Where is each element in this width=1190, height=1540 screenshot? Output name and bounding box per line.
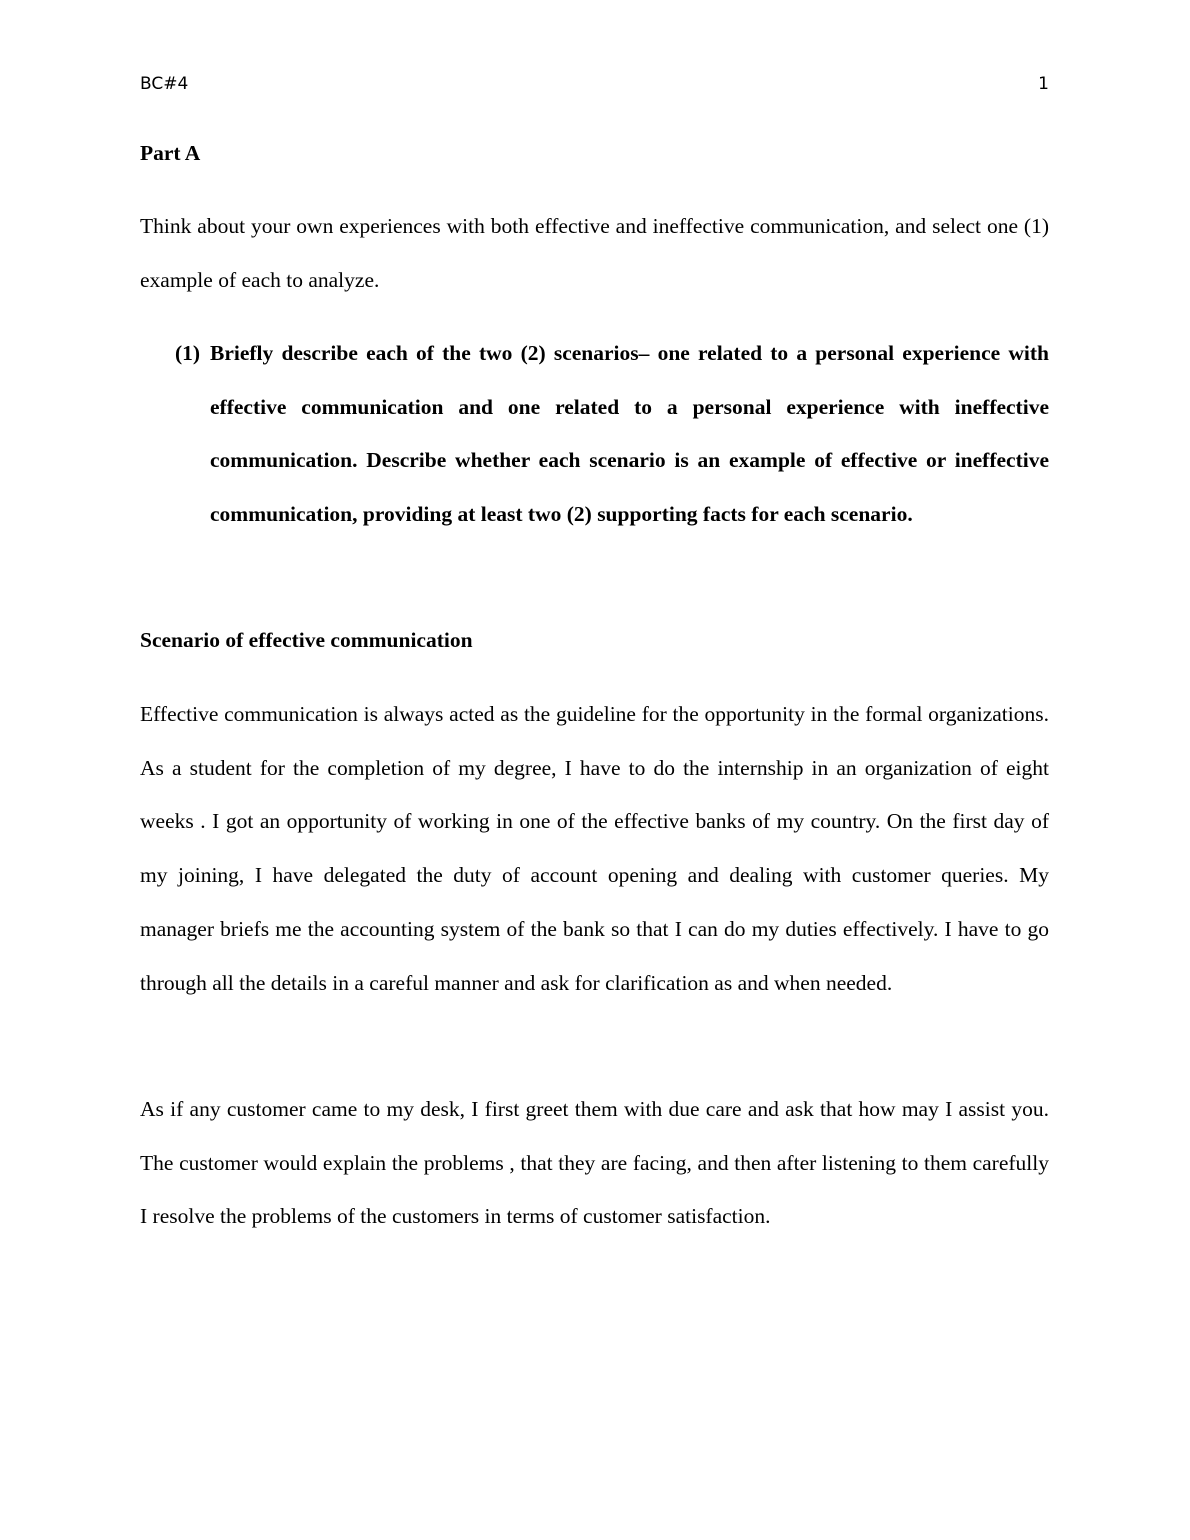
- question-text: Briefly describe each of the two (2) scenarios– one related to a personal experience with effective communication and one related to a personal experience with ineffective communication. Describe whether each scenario is an example of effective or ineffective communication, providing at least two (2) supporting facts for each scenario.: [210, 341, 1049, 527]
- running-header-title: BC#4: [140, 74, 189, 94]
- question-item: [175, 327, 1049, 542]
- part-heading: Part A: [140, 141, 201, 165]
- page-number: 1: [1038, 74, 1049, 94]
- intro-paragraph: Think about your own experiences with both effective and ineffective communication, and select one (1) example of each to analyze.: [140, 214, 1049, 292]
- question-number: (1): [175, 341, 201, 365]
- section-heading: Scenario of effective communication: [140, 628, 473, 652]
- body-paragraph-2: As if any customer came to my desk, I first greet them with due care and ask that how may I assist you. The customer would explain the problems , that they are facing, and then after listening to them carefully I resolve the problems of the customers in terms of customer satisfaction.: [140, 1097, 1049, 1229]
- body-paragraph-1: Effective communication is always acted as the guideline for the opportunity in the formal organizations. As a student for the completion of my degree, I have to do the internship in an organization of eight weeks . I got an opportunity of working in one of the effective banks of my country. On the first day of my joining, I have delegated the duty of account opening and dealing with customer queries. My manager briefs me the accounting system of the bank so that I can do my duties effectively. I have to go through all the details in a careful manner and ask for clarification as and when needed.: [140, 702, 1049, 995]
